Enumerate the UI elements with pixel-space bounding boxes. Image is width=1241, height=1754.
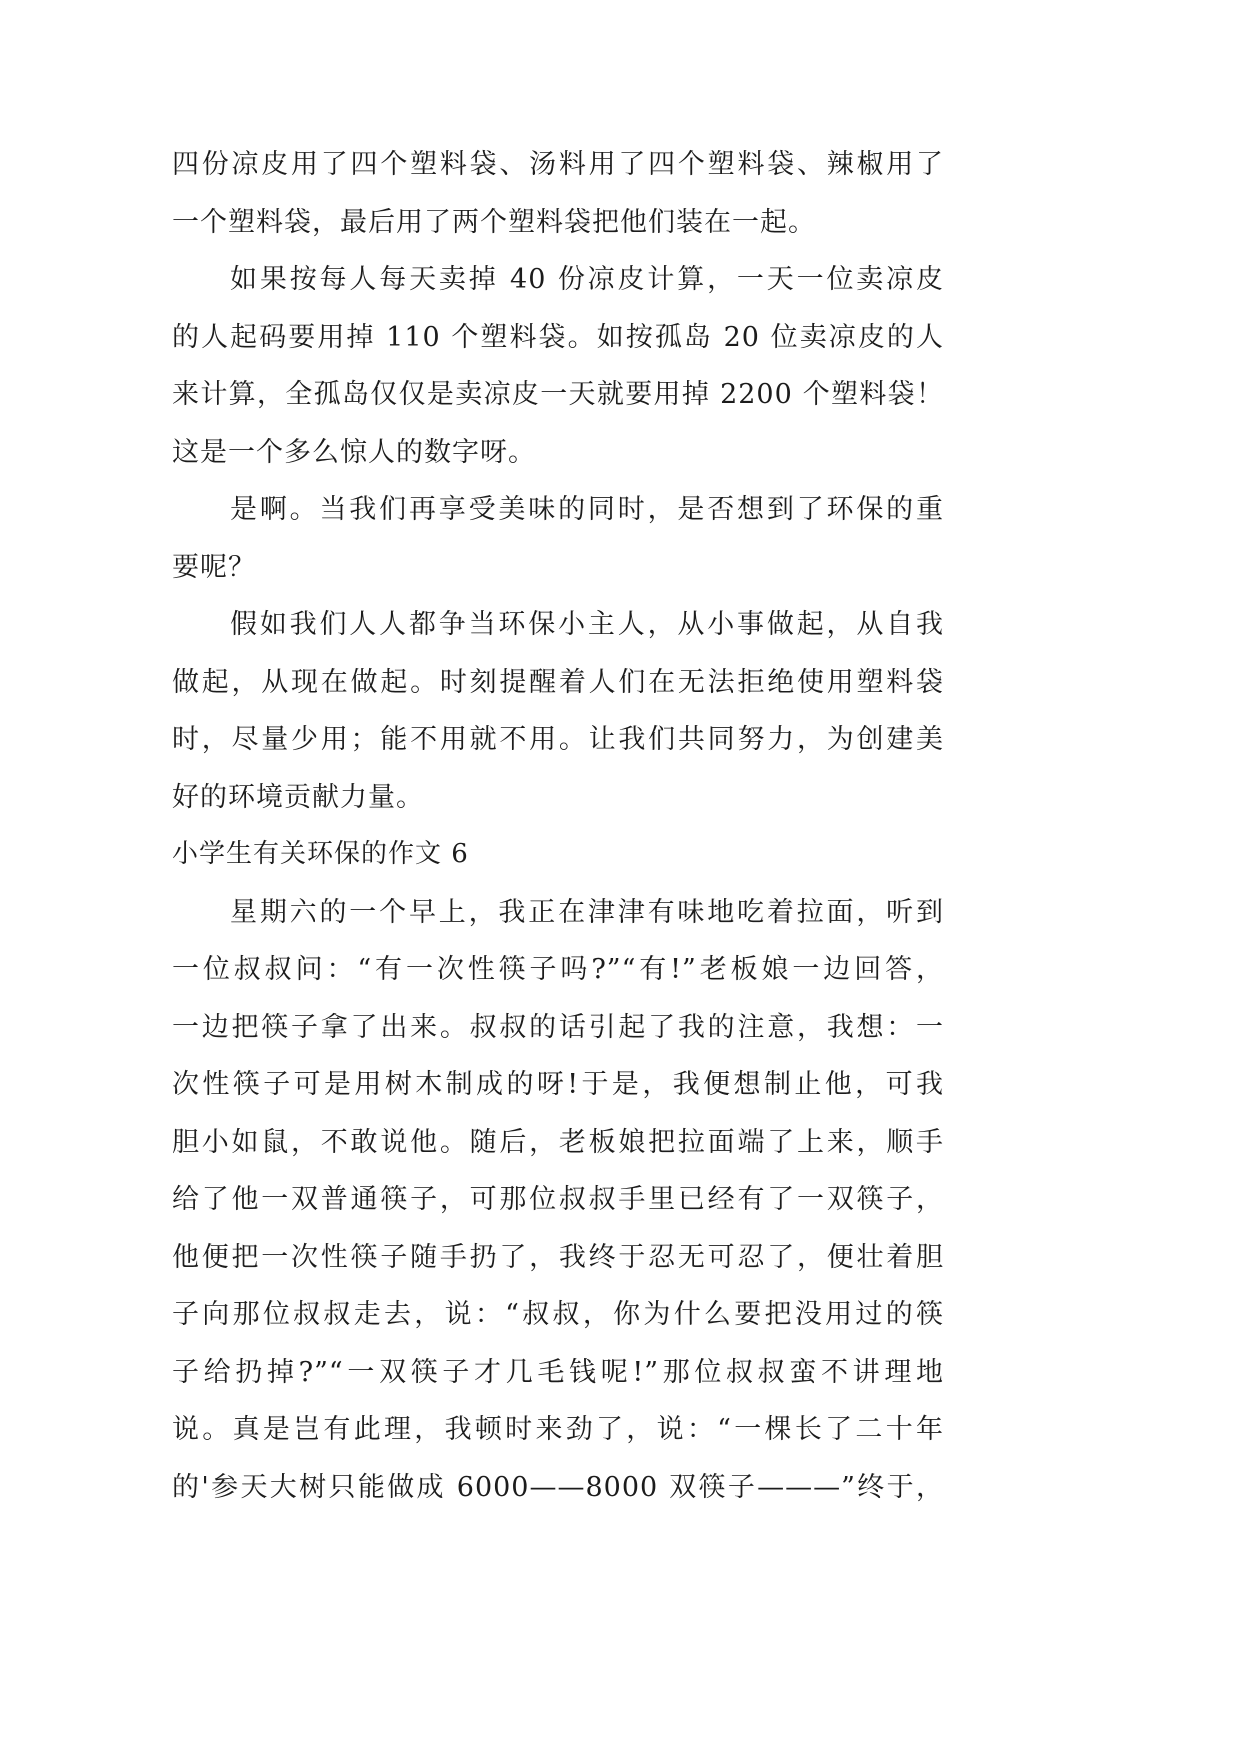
text-line: 是啊。当我们再享受美味的同时，是否想到了环保的重 bbox=[230, 494, 944, 525]
paragraph bbox=[172, 251, 944, 481]
text-line: 次性筷子可是用树木制成的呀!于是，我便想制止他，可我 bbox=[172, 1069, 944, 1100]
section-title: 小学生有关环保的作文 6 bbox=[172, 839, 469, 869]
text-line: 一个塑料袋，最后用了两个塑料袋把他们装在一起。 bbox=[172, 206, 816, 238]
text-line: 的'参天大树只能做成 6000——8000 双筷子———”终于， bbox=[172, 1471, 944, 1503]
text-line: 好的环境贡献力量。 bbox=[172, 781, 424, 813]
text-line: 星期六的一个早上，我正在津津有味地吃着拉面，听到 bbox=[230, 896, 944, 928]
text-line: 要呢？ bbox=[172, 551, 256, 583]
text-line: 这是一个多么惊人的数字呀。 bbox=[172, 436, 536, 468]
text-line: 给了他一双普通筷子，可那位叔叔手里已经有了一双筷子， bbox=[172, 1184, 944, 1215]
paragraph bbox=[172, 136, 944, 251]
paragraph bbox=[172, 481, 944, 596]
document-body bbox=[172, 136, 944, 1516]
text-line: 子给扔掉?”“一双筷子才几毛钱呢!”那位叔叔蛮不讲理地 bbox=[172, 1356, 944, 1388]
text-line: 一边把筷子拿了出来。叔叔的话引起了我的注意，我想：一 bbox=[172, 1011, 944, 1043]
text-line: 假如我们人人都争当环保小主人，从小事做起，从自我 bbox=[230, 609, 944, 640]
text-line: 胆小如鼠，不敢说他。随后，老板娘把拉面端了上来，顺手 bbox=[172, 1126, 944, 1158]
text-line: 来计算，全孤岛仅仅是卖凉皮一天就要用掉 2200 个塑料袋！ bbox=[172, 379, 944, 410]
text-line: 一位叔叔问：“有一次性筷子吗?”“有!”老板娘一边回答， bbox=[172, 954, 944, 985]
text-line: 他便把一次性筷子随手扔了，我终于忍无可忍了，便壮着胆 bbox=[172, 1241, 944, 1273]
text-line: 时，尽量少用；能不用就不用。让我们共同努力，为创建美 bbox=[172, 724, 944, 755]
text-line: 的人起码要用掉 110 个塑料袋。如按孤岛 20 位卖凉皮的人 bbox=[172, 321, 944, 353]
paragraph bbox=[172, 596, 944, 826]
text-line: 如果按每人每天卖掉 40 份凉皮计算，一天一位卖凉皮 bbox=[230, 264, 944, 295]
text-line: 做起，从现在做起。时刻提醒着人们在无法拒绝使用塑料袋 bbox=[172, 666, 944, 698]
text-line: 子向那位叔叔走去，说：“叔叔，你为什么要把没用过的筷 bbox=[172, 1299, 944, 1330]
text-line: 说。真是岂有此理，我顿时来劲了，说：“一棵长了二十年 bbox=[172, 1414, 944, 1445]
text-line: 四份凉皮用了四个塑料袋、汤料用了四个塑料袋、辣椒用了 bbox=[172, 149, 944, 180]
paragraph bbox=[172, 884, 944, 1517]
